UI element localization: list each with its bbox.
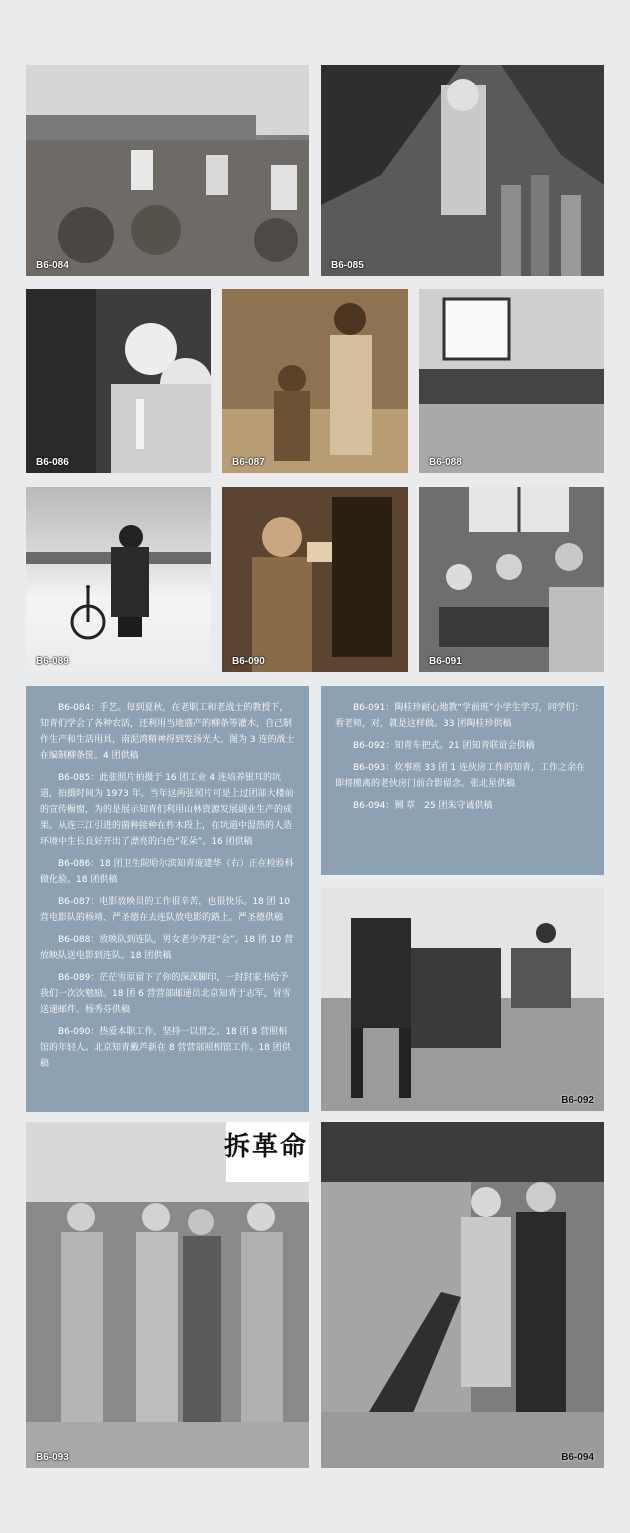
caption-b6-088: B6-088：放映队到连队，男女老少齐赶“会”。18 团 10 营放映队送电影到连队。18 团供稿 xyxy=(40,935,294,961)
caption-b6-091: B6-091：陶桂珍耐心地教“学前班”小学生学习，同学们：看老师，对，就是这样做。33 团陶桂珍供稿 xyxy=(335,703,584,729)
classroom-scene xyxy=(419,487,604,672)
caption-b6-092: B6-092：知青车把式。21 团知青联谊会供稿 xyxy=(353,741,535,751)
caption-panel-left xyxy=(26,686,309,1112)
caption-b6-089: B6-089：茫茫雪原留下了你的深深脚印，一封封家书给予我们一次次勉励。18 团 6 营营部邮递员北京知青于志军，冒雪送递邮件。杨秀芬供稿 xyxy=(40,973,291,1015)
photo-b6-084-basket-weaving xyxy=(26,65,309,276)
photo-b6-086-lab-test xyxy=(26,289,211,473)
caption-b6-090: B6-090：热爱本职工作，坚持一以贯之。18 团 8 营照相馆的年轻人。北京知青戴芦新在 8 营营部照相馆工作。18 团供稿 xyxy=(40,1027,291,1069)
photo-b6-091-classroom xyxy=(419,487,604,672)
sign-text: 拆革命 xyxy=(224,1132,309,1162)
photo-code: B6-093 xyxy=(36,1452,69,1463)
snow-postman-scene xyxy=(26,487,211,672)
photo-code: B6-084 xyxy=(36,260,69,271)
photo-b6-085-fungus-tunnel xyxy=(321,65,604,276)
basket-weaving-scene xyxy=(26,65,309,276)
photo-code: B6-092 xyxy=(561,1095,594,1106)
caption-b6-085: B6-085：此张照片拍摄于 16 团工业 4 连培养银耳的坑道，拍摄时间为 1973 年。当年这两张照片可是上过团部大楼前的宣传橱窗，为的是展示知青们利用山林资源发展副业生产的成果。从连三江引进的菌种接种在柞木段上，在坑道中湿热的人造环境中生长良好开出了漂亮的白色“花朵”。16 团供稿 xyxy=(40,773,294,847)
caption-b6-093: B6-093：炊事班 33 团 1 连伙房工作的知青，工作之余在即将搬离的老伙房门前合影留念。张北星供稿 xyxy=(335,763,585,789)
photo-b6-089-snow-postman xyxy=(26,487,211,672)
photo-code: B6-090 xyxy=(232,656,265,667)
photo-studio-scene xyxy=(222,487,408,672)
caption-panel-right xyxy=(321,686,604,875)
photo-b6-088-outdoor-movie xyxy=(419,289,604,473)
caption-b6-084: B6-084：手艺。每到夏秋，在老职工和老战士的教授下，知青们学会了各种农活，还利用当地盛产的柳条等灌木，自己制作生产和生活用具，南泥湾精神得到发扬光大。图为 3 连的战士在编制柳条筐。4 团供稿 xyxy=(40,703,295,761)
photo-b6-092-horse-cart xyxy=(321,888,604,1111)
photo-code: B6-091 xyxy=(429,656,462,667)
photo-b6-090-photo-studio xyxy=(222,487,408,672)
kitchen-crew-scene xyxy=(26,1122,309,1468)
cutting-straw-scene xyxy=(321,1122,604,1468)
photo-code: B6-086 xyxy=(36,457,69,468)
horse-cart-scene xyxy=(321,888,604,1111)
photo-code: B6-087 xyxy=(232,457,265,468)
photo-b6-094-cutting-straw xyxy=(321,1122,604,1468)
photo-code: B6-094 xyxy=(561,1452,594,1463)
caption-b6-087: B6-087：电影放映员的工作很辛苦，也很快乐。18 团 10 营电影队的杨靖、严圣德在去连队放电影的路上。严圣德供稿 xyxy=(40,897,290,923)
lab-test-scene xyxy=(26,289,211,473)
caption-b6-094: B6-094：铡 草 25 团朱守诚供稿 xyxy=(353,801,493,811)
projectionists-scene xyxy=(222,289,408,473)
fungus-tunnel-scene xyxy=(321,65,604,276)
photo-code: B6-088 xyxy=(429,457,462,468)
photo-code: B6-085 xyxy=(331,260,364,271)
caption-b6-086: B6-086：18 团卫生院哈尔滨知青庞建华（右）正在检验科做化验。18 团供稿 xyxy=(40,859,294,885)
photo-b6-093-kitchen-crew xyxy=(26,1122,309,1468)
photo-code: B6-089 xyxy=(36,656,69,667)
photo-b6-087-projectionists xyxy=(222,289,408,473)
outdoor-movie-scene xyxy=(419,289,604,473)
